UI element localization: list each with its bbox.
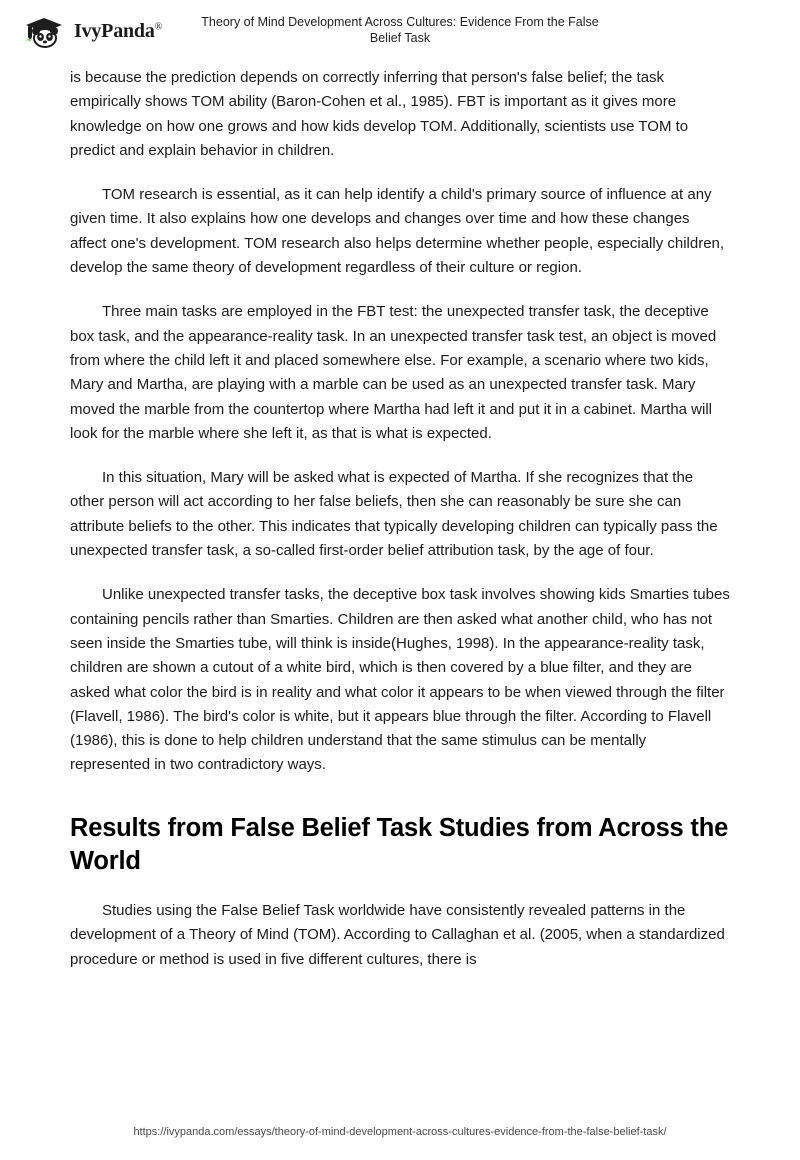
page-header	[0, 0, 800, 62]
brand-name-text: IvyPanda	[74, 19, 155, 42]
source-url-link[interactable]: https://ivypanda.com/essays/theory-of-mind-development-across-cultures-evidence-from-the-false-belief-task/	[133, 1126, 667, 1138]
paragraph: TOM research is essential, as it can help identify a child's primary source of influence at any given time. It also explains how one develops and changes over time and how these changes affect one's development. TOM research also helps determine whether people, especially children, develop the same theory of development regardless of their culture or region.	[70, 186, 725, 277]
document-content	[70, 66, 730, 992]
footer	[0, 1126, 800, 1138]
document-title: Theory of Mind Development Across Cultures: Evidence From the False Belief Task	[201, 15, 599, 46]
brand[interactable]	[24, 14, 162, 48]
registered-mark: ®	[154, 20, 163, 32]
graduation-cap-panda-logo-icon	[24, 14, 66, 48]
paragraph: Three main tasks are employed in the FBT test: the unexpected transfer task, the deceptive box task, and the appearance-reality task. In an unexpected transfer task test, an object is moved from where the child left it and placed somewhere else. For example, a scenario where two kids, Mary and Martha, are playing with a marble can be used as an unexpected transfer task. Mary moved the marble from the countertop where Martha had left it and put it in a cabinet. Martha will look for the marble where she left it, as that is what is expected.	[70, 303, 717, 442]
paragraph: Unlike unexpected transfer tasks, the deceptive box task involves showing kids Smarties tubes containing pencils rather than Smarties. Children are then asked what another child, who has not seen inside the Smarties tube, will think is inside(Hughes, 1998). In the appearance-reality task, children are shown a cutout of a white bird, which is then covered by a blue filter, and they are asked what color the bird is in reality and what color it appears to be when viewed through the filter (Flavell, 1986). The bird's color is white, but it appears blue through the filter. According to Flavell (1986), this is done to help children understand that the same stimulus can be mentally represented in two contradictory ways.	[70, 586, 730, 774]
paragraph: In this situation, Mary will be asked what is expected of Martha. If she recognizes that the other person will act according to her false beliefs, then she can reasonably be sure she can attribute beliefs to the other. This indicates that typically developing children can typically pass the unexpected transfer task, a so-called first-order belief attribution task, by the age of four.	[70, 469, 718, 560]
brand-name	[74, 20, 162, 43]
paragraph: is because the prediction depends on correctly inferring that person's false belief; the task empirically shows TOM ability (Baron-Cohen et al., 1985). FBT is important as it gives more knowledge on how one grows and how kids develop TOM. Additionally, scientists use TOM to predict and explain behavior in children.	[70, 69, 689, 159]
section-heading: Results from False Belief Task Studies from Across the World	[70, 813, 729, 876]
paragraph: Studies using the False Belief Task worldwide have consistently revealed patterns in the development of a Theory of Mind (TOM). According to Callaghan et al. (2005, when a standardized procedure or method is used in five different cultures, there is	[70, 902, 725, 968]
